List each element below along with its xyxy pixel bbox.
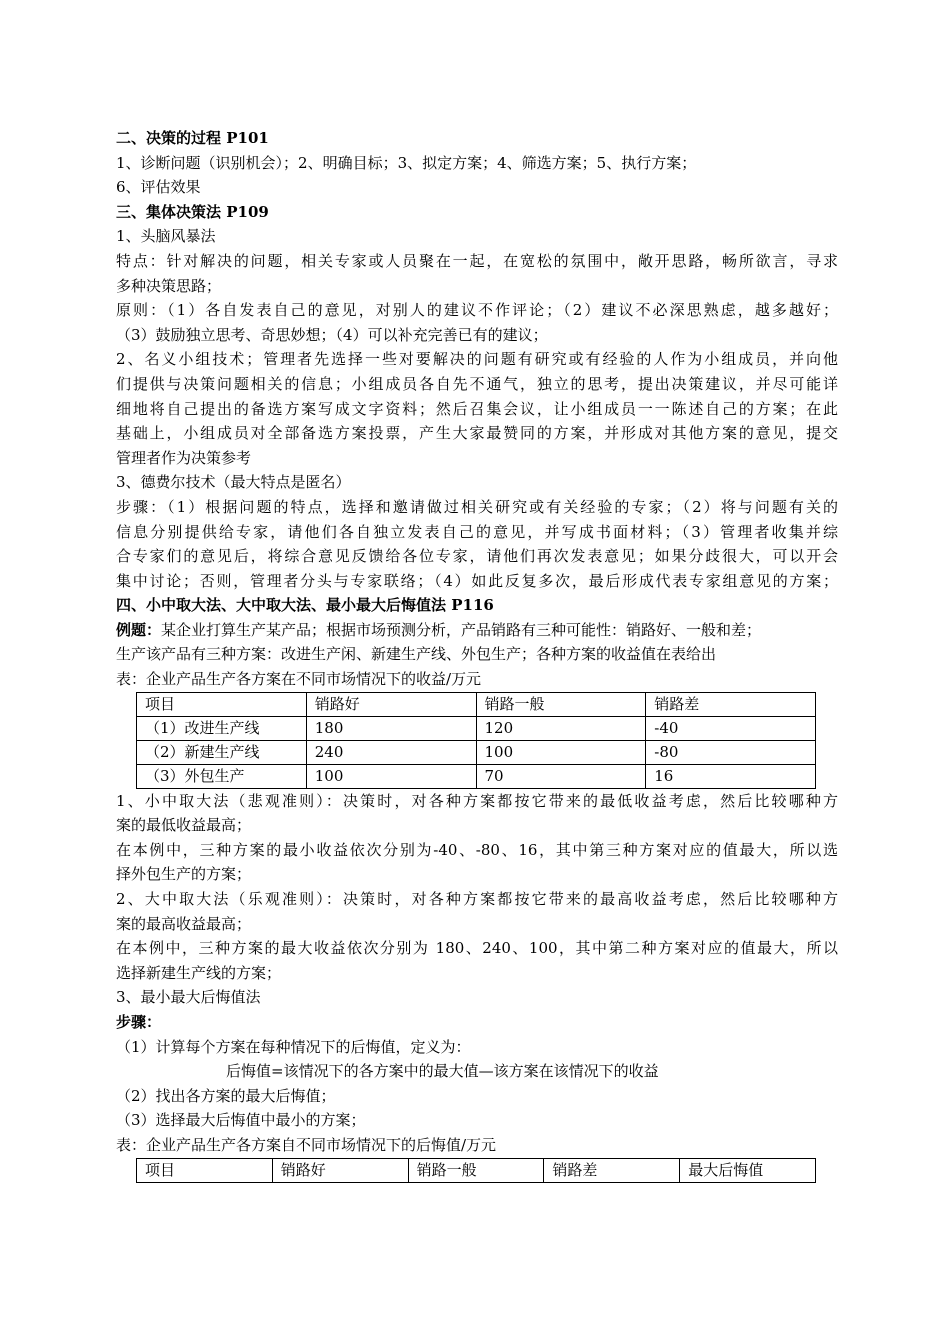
- table-header-cell: 项目: [137, 1158, 273, 1182]
- subsection-title: 3、德费尔技术（最大特点是匿名）: [116, 473, 351, 492]
- paragraph-line: 多种决策思路；: [116, 276, 222, 295]
- paragraph-line: 案的最高收益最高；: [116, 914, 252, 933]
- subsection-title: 3、最小最大后悔值法: [116, 988, 261, 1007]
- step-line: （2）找出各方案的最大后悔值；: [116, 1086, 336, 1105]
- table-cell: （2）新建生产线: [137, 740, 307, 764]
- paragraph-line: 择外包生产的方案；: [116, 865, 252, 884]
- table-cell: （3）外包生产: [137, 764, 307, 788]
- paragraph-line: 集中讨论；否则，管理者分头与专家联络；（4）如此反复多次，最后形成代表专家组意见的方案；: [116, 571, 838, 590]
- subsection-title: 1、头脑风暴法: [116, 227, 216, 246]
- table-header-cell: 销路差: [544, 1158, 680, 1182]
- steps-label: 步骤：: [116, 1013, 162, 1031]
- paragraph-line: 管理者作为决策参考: [116, 448, 252, 467]
- table-header-cell: 销路好: [306, 692, 476, 716]
- table-row: [137, 740, 816, 764]
- paragraph-line: [116, 618, 838, 643]
- paragraph-line: 信息分别提供给专家，请他们各自独立发表自己的意见，并写成书面材料；（3）管理者收集并综: [116, 522, 838, 541]
- paragraph-line: （3）鼓励独立思考、奇思妙想；（4）可以补充完善已有的建议；: [116, 325, 548, 344]
- table-cell: 180: [306, 716, 476, 740]
- table-cell: 100: [476, 740, 646, 764]
- paragraph-line: 在本例中，三种方案的最大收益依次分别为 180、240、100，其中第二种方案对应的值最大，所以: [116, 939, 838, 958]
- table-header-cell: 销路好: [272, 1158, 408, 1182]
- paragraph-line: 生产该产品有三种方案：改进生产闲、新建生产线、外包生产；各种方案的收益值在表给出: [116, 645, 717, 664]
- paragraph-line: 们提供与决策问题相关的信息；小组成员各自先不通气，独立的思考，提出决策建议，并尽可能详: [116, 374, 838, 393]
- section-heading: 二、决策的过程 P101: [116, 129, 269, 147]
- paragraph-line: 特点：针对解决的问题，相关专家或人员聚在一起，在宽松的氛围中，敞开思路，畅所欲言，寻求: [116, 251, 838, 270]
- paragraph-line: 选择新建生产线的方案；: [116, 963, 282, 982]
- regret-table: [136, 1158, 816, 1183]
- income-table: [136, 692, 816, 789]
- table-cell: 16: [646, 764, 816, 788]
- paragraph-line: 合专家们的意见后，将综合意见反馈给各位专家，请他们再次发表意见；如果分歧很大，可以开会: [116, 547, 838, 566]
- example-label: 例题：: [116, 620, 162, 639]
- paragraph-line: 6、评估效果: [116, 178, 201, 197]
- paragraph-line: 2、大中取大法（乐观准则）：决策时，对各种方案都按它带来的最高收益考虑，然后比较哪种方: [116, 890, 838, 909]
- table-caption: 表：企业产品生产各方案在不同市场情况下的收益/万元: [116, 670, 482, 689]
- table-caption: 表：企业产品生产各方案自不同市场情况下的后悔值/万元: [116, 1135, 497, 1154]
- paragraph-line: 1、小中取大法（悲观准则）：决策时，对各种方案都按它带来的最低收益考虑，然后比较哪种方: [116, 791, 838, 810]
- paragraph-line: 原则：（1）各自发表自己的意见，对别人的建议不作评论；（2）建议不必深思熟虑，越多越好；: [116, 301, 838, 320]
- paragraph-line: 1、诊断问题（识别机会）；2、明确目标；3、拟定方案；4、筛选方案；5、执行方案；: [116, 153, 697, 172]
- table-cell: 100: [306, 764, 476, 788]
- table-row: [137, 764, 816, 788]
- table-row: [137, 716, 816, 740]
- table-header-row: [137, 1158, 816, 1182]
- table-cell: （1）改进生产线: [137, 716, 307, 740]
- example-text: 某企业打算生产某产品；根据市场预测分析，产品销路有三种可能性：销路好、一般和差；: [161, 620, 762, 639]
- table-cell: 70: [476, 764, 646, 788]
- formula-line: 后悔值=该情况下的各方案中的最大值—该方案在该情况下的收益: [226, 1062, 659, 1081]
- paragraph-line: 细地将自己提出的备选方案写成文字资料；然后召集会议，让小组成员一一陈述自己的方案；在此: [116, 399, 838, 418]
- table-header-row: [137, 692, 816, 716]
- paragraph-line: 在本例中，三种方案的最小收益依次分别为-40、-80、16，其中第三种方案对应的值最大，所以选: [116, 840, 838, 859]
- paragraph-line: 步骤：（1）根据问题的特点，选择和邀请做过相关研究或有关经验的专家；（2）将与问题有关的: [116, 497, 838, 516]
- section-heading: 三、集体决策法 P109: [116, 202, 269, 221]
- paragraph-line: 2、名义小组技术；管理者先选择一些对要解决的问题有研究或有经验的人作为小组成员，并向他: [116, 350, 838, 369]
- section-heading: 四、小中取大法、大中取大法、最小最大后悔值法 P116: [116, 596, 494, 615]
- document-body: [116, 126, 838, 1183]
- table-cell: -40: [646, 716, 816, 740]
- step-line: （3）选择最大后悔值中最小的方案；: [116, 1111, 366, 1130]
- table-header-cell: 项目: [137, 692, 307, 716]
- table-header-cell: 销路差: [646, 692, 816, 716]
- table-header-cell: 销路一般: [408, 1158, 544, 1182]
- table-header-cell: 销路一般: [476, 692, 646, 716]
- paragraph-line: 案的最低收益最高；: [116, 816, 252, 835]
- table-cell: -80: [646, 740, 816, 764]
- step-line: （1）计算每个方案在每种情况下的后悔值，定义为：: [116, 1037, 471, 1056]
- table-cell: 240: [306, 740, 476, 764]
- paragraph-line: 基础上，小组成员对全部备选方案投票，产生大家最赞同的方案，并形成对其他方案的意见，提交: [116, 424, 838, 443]
- table-header-cell: 最大后悔值: [680, 1158, 816, 1182]
- table-cell: 120: [476, 716, 646, 740]
